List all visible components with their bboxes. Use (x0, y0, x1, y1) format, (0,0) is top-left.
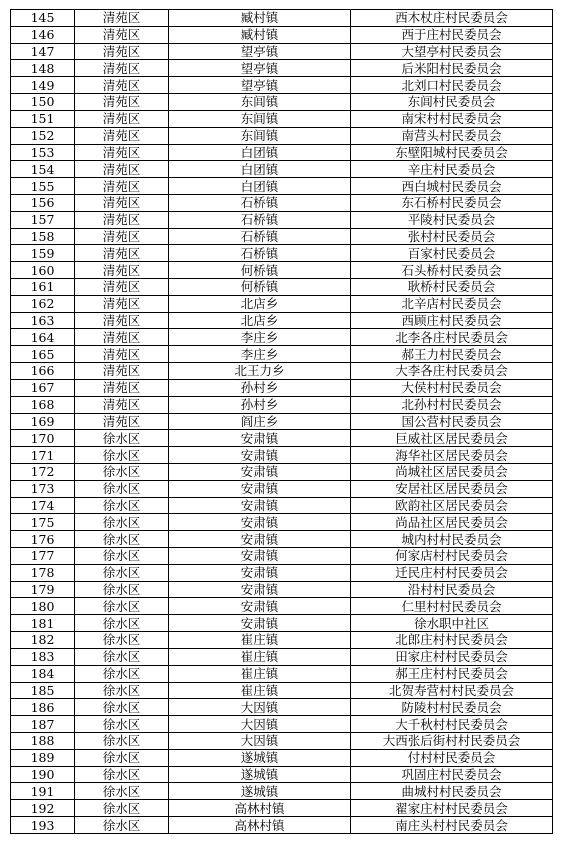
committee-name-cell: 北郎庄村村民委员会 (351, 632, 553, 649)
committee-name-cell: 北辛店村民委员会 (351, 295, 553, 312)
row-number-cell: 169 (11, 413, 75, 430)
committee-name-cell: 石头桥村民委员会 (351, 262, 553, 279)
row-number-cell: 156 (11, 194, 75, 211)
committee-name-cell: 大侯村村民委员会 (351, 379, 553, 396)
committee-table (10, 9, 553, 834)
district-cell: 清苑区 (75, 127, 169, 144)
committee-name-cell: 南营头村民委员会 (351, 127, 553, 144)
row-number-cell: 152 (11, 127, 75, 144)
table-row (11, 77, 553, 94)
row-number-cell: 181 (11, 615, 75, 632)
township-cell: 安肃镇 (169, 598, 351, 615)
township-cell: 北店乡 (169, 312, 351, 329)
committee-name-cell: 城内村村民委员会 (351, 531, 553, 548)
township-cell: 东闾镇 (169, 94, 351, 111)
township-cell: 臧村镇 (169, 10, 351, 27)
table-row (11, 396, 553, 413)
table-row (11, 178, 553, 195)
row-number-cell: 188 (11, 732, 75, 749)
township-cell: 崔庄镇 (169, 682, 351, 699)
committee-name-cell: 巨威社区居民委员会 (351, 430, 553, 447)
district-cell: 清苑区 (75, 228, 169, 245)
table-row (11, 262, 553, 279)
table-row (11, 463, 553, 480)
committee-name-cell: 辛庄村民委员会 (351, 161, 553, 178)
committee-name-cell: 耿桥村民委员会 (351, 279, 553, 296)
district-cell: 清苑区 (75, 262, 169, 279)
table-row (11, 447, 553, 464)
committee-name-cell: 西木杖庄村民委员会 (351, 10, 553, 27)
township-cell: 白团镇 (169, 144, 351, 161)
committee-name-cell: 张村村民委员会 (351, 228, 553, 245)
township-cell: 望亭镇 (169, 43, 351, 60)
table-row (11, 346, 553, 363)
district-cell: 清苑区 (75, 363, 169, 380)
row-number-cell: 178 (11, 564, 75, 581)
row-number-cell: 151 (11, 110, 75, 127)
township-cell: 高林村镇 (169, 800, 351, 817)
row-number-cell: 148 (11, 60, 75, 77)
row-number-cell: 179 (11, 581, 75, 598)
committee-name-cell: 南庄头村村民委员会 (351, 817, 553, 834)
row-number-cell: 177 (11, 548, 75, 565)
committee-name-cell: 东闾村民委员会 (351, 94, 553, 111)
district-cell: 徐水区 (75, 564, 169, 581)
table-row (11, 632, 553, 649)
table-row (11, 564, 553, 581)
township-cell: 安肃镇 (169, 447, 351, 464)
row-number-cell: 146 (11, 26, 75, 43)
row-number-cell: 153 (11, 144, 75, 161)
table-row (11, 94, 553, 111)
row-number-cell: 171 (11, 447, 75, 464)
township-cell: 大因镇 (169, 716, 351, 733)
committee-name-cell: 仁里村村民委员会 (351, 598, 553, 615)
district-cell: 清苑区 (75, 60, 169, 77)
committee-name-cell: 国公营村民委员会 (351, 413, 553, 430)
table-row (11, 514, 553, 531)
committee-name-cell: 尚城社区居民委员会 (351, 463, 553, 480)
district-cell: 徐水区 (75, 716, 169, 733)
township-cell: 石桥镇 (169, 194, 351, 211)
table-row (11, 581, 553, 598)
table-row (11, 766, 553, 783)
township-cell: 遂城镇 (169, 749, 351, 766)
district-cell: 清苑区 (75, 178, 169, 195)
committee-name-cell: 曲城村村民委员会 (351, 783, 553, 800)
district-cell: 徐水区 (75, 480, 169, 497)
table-row (11, 161, 553, 178)
district-cell: 清苑区 (75, 26, 169, 43)
committee-name-cell: 迁民庄村村民委员会 (351, 564, 553, 581)
township-cell: 安肃镇 (169, 480, 351, 497)
district-cell: 徐水区 (75, 699, 169, 716)
district-cell: 徐水区 (75, 514, 169, 531)
district-cell: 清苑区 (75, 245, 169, 262)
row-number-cell: 162 (11, 295, 75, 312)
township-cell: 大因镇 (169, 732, 351, 749)
committee-name-cell: 西顾庄村民委员会 (351, 312, 553, 329)
township-cell: 安肃镇 (169, 581, 351, 598)
district-cell: 清苑区 (75, 396, 169, 413)
township-cell: 安肃镇 (169, 531, 351, 548)
row-number-cell: 145 (11, 10, 75, 27)
table-row (11, 749, 553, 766)
township-cell: 何桥镇 (169, 279, 351, 296)
district-cell: 徐水区 (75, 548, 169, 565)
district-cell: 徐水区 (75, 581, 169, 598)
row-number-cell: 182 (11, 632, 75, 649)
row-number-cell: 161 (11, 279, 75, 296)
district-cell: 徐水区 (75, 531, 169, 548)
table-row (11, 60, 553, 77)
committee-name-cell: 沿村村民委员会 (351, 581, 553, 598)
row-number-cell: 165 (11, 346, 75, 363)
district-cell: 徐水区 (75, 783, 169, 800)
committee-name-cell: 西白城村民委员会 (351, 178, 553, 195)
township-cell: 李庄乡 (169, 329, 351, 346)
table-row (11, 363, 553, 380)
district-cell: 清苑区 (75, 211, 169, 228)
committee-name-cell: 大李各庄村民委员会 (351, 363, 553, 380)
committee-name-cell: 付村村民委员会 (351, 749, 553, 766)
row-number-cell: 170 (11, 430, 75, 447)
township-cell: 孙村乡 (169, 396, 351, 413)
township-cell: 安肃镇 (169, 514, 351, 531)
table-row (11, 279, 553, 296)
township-cell: 北王力乡 (169, 363, 351, 380)
district-cell: 清苑区 (75, 194, 169, 211)
row-number-cell: 160 (11, 262, 75, 279)
table-row (11, 413, 553, 430)
row-number-cell: 190 (11, 766, 75, 783)
table-row (11, 379, 553, 396)
row-number-cell: 191 (11, 783, 75, 800)
committee-name-cell: 尚品社区居民委员会 (351, 514, 553, 531)
district-cell: 清苑区 (75, 379, 169, 396)
row-number-cell: 176 (11, 531, 75, 548)
township-cell: 崔庄镇 (169, 648, 351, 665)
committee-name-cell: 北贺寿营村村民委员会 (351, 682, 553, 699)
table-body (11, 10, 553, 834)
committee-name-cell: 田家庄村村民委员会 (351, 648, 553, 665)
township-cell: 遂城镇 (169, 783, 351, 800)
district-cell: 徐水区 (75, 732, 169, 749)
committee-name-cell: 何家店村村民委员会 (351, 548, 553, 565)
table-row (11, 430, 553, 447)
row-number-cell: 168 (11, 396, 75, 413)
district-cell: 徐水区 (75, 766, 169, 783)
township-cell: 遂城镇 (169, 766, 351, 783)
township-cell: 安肃镇 (169, 497, 351, 514)
committee-name-cell: 大西张后街村村民委员会 (351, 732, 553, 749)
district-cell: 徐水区 (75, 665, 169, 682)
committee-name-cell: 欧韵社区居民委员会 (351, 497, 553, 514)
township-cell: 何桥镇 (169, 262, 351, 279)
committee-name-cell: 东石桥村民委员会 (351, 194, 553, 211)
table-row (11, 548, 553, 565)
table-row (11, 329, 553, 346)
table-row (11, 43, 553, 60)
table-row (11, 211, 553, 228)
committee-name-cell: 徐水职中社区 (351, 615, 553, 632)
township-cell: 阎庄乡 (169, 413, 351, 430)
committee-name-cell: 北孙村村民委员会 (351, 396, 553, 413)
district-cell: 徐水区 (75, 648, 169, 665)
row-number-cell: 184 (11, 665, 75, 682)
township-cell: 高林村镇 (169, 817, 351, 834)
row-number-cell: 164 (11, 329, 75, 346)
township-cell: 李庄乡 (169, 346, 351, 363)
row-number-cell: 159 (11, 245, 75, 262)
row-number-cell: 154 (11, 161, 75, 178)
table-row (11, 228, 553, 245)
district-cell: 徐水区 (75, 598, 169, 615)
township-cell: 孙村乡 (169, 379, 351, 396)
row-number-cell: 175 (11, 514, 75, 531)
committee-name-cell: 后米阳村民委员会 (351, 60, 553, 77)
district-cell: 清苑区 (75, 77, 169, 94)
table-row (11, 682, 553, 699)
row-number-cell: 166 (11, 363, 75, 380)
row-number-cell: 192 (11, 800, 75, 817)
district-cell: 清苑区 (75, 279, 169, 296)
township-cell: 白团镇 (169, 161, 351, 178)
district-cell: 徐水区 (75, 615, 169, 632)
township-cell: 白团镇 (169, 178, 351, 195)
table-row (11, 480, 553, 497)
committee-name-cell: 北刘口村民委员会 (351, 77, 553, 94)
row-number-cell: 150 (11, 94, 75, 111)
row-number-cell: 172 (11, 463, 75, 480)
table-row (11, 699, 553, 716)
township-cell: 崔庄镇 (169, 632, 351, 649)
committee-name-cell: 西于庄村民委员会 (351, 26, 553, 43)
district-cell: 清苑区 (75, 161, 169, 178)
row-number-cell: 147 (11, 43, 75, 60)
committee-name-cell: 安居社区居民委员会 (351, 480, 553, 497)
row-number-cell: 149 (11, 77, 75, 94)
table-row (11, 245, 553, 262)
district-cell: 徐水区 (75, 447, 169, 464)
committee-name-cell: 大千秋村村民委员会 (351, 716, 553, 733)
table-row (11, 800, 553, 817)
township-cell: 崔庄镇 (169, 665, 351, 682)
township-cell: 石桥镇 (169, 228, 351, 245)
district-cell: 清苑区 (75, 10, 169, 27)
township-cell: 望亭镇 (169, 60, 351, 77)
committee-name-cell: 东壁阳城村民委员会 (351, 144, 553, 161)
row-number-cell: 183 (11, 648, 75, 665)
township-cell: 望亭镇 (169, 77, 351, 94)
district-cell: 清苑区 (75, 94, 169, 111)
row-number-cell: 158 (11, 228, 75, 245)
table-row (11, 716, 553, 733)
committee-name-cell: 北李各庄村民委员会 (351, 329, 553, 346)
district-cell: 清苑区 (75, 312, 169, 329)
row-number-cell: 157 (11, 211, 75, 228)
committee-name-cell: 郝王力村民委员会 (351, 346, 553, 363)
district-cell: 徐水区 (75, 497, 169, 514)
township-cell: 安肃镇 (169, 430, 351, 447)
row-number-cell: 167 (11, 379, 75, 396)
committee-name-cell: 巩固庄村民委员会 (351, 766, 553, 783)
committee-name-cell: 翟家庄村村民委员会 (351, 800, 553, 817)
table-row (11, 144, 553, 161)
table-row (11, 648, 553, 665)
row-number-cell: 187 (11, 716, 75, 733)
row-number-cell: 174 (11, 497, 75, 514)
committee-name-cell: 郝王庄村村民委员会 (351, 665, 553, 682)
district-cell: 清苑区 (75, 144, 169, 161)
committee-name-cell: 大望亭村民委员会 (351, 43, 553, 60)
committee-name-cell: 百家村民委员会 (351, 245, 553, 262)
district-cell: 清苑区 (75, 43, 169, 60)
district-cell: 徐水区 (75, 817, 169, 834)
table-row (11, 783, 553, 800)
table-row (11, 312, 553, 329)
township-cell: 安肃镇 (169, 615, 351, 632)
district-cell: 徐水区 (75, 682, 169, 699)
table-row (11, 127, 553, 144)
district-cell: 徐水区 (75, 800, 169, 817)
row-number-cell: 155 (11, 178, 75, 195)
district-cell: 清苑区 (75, 295, 169, 312)
committee-name-cell: 南宋村村民委员会 (351, 110, 553, 127)
table-row (11, 194, 553, 211)
table-row (11, 497, 553, 514)
township-cell: 安肃镇 (169, 548, 351, 565)
table-row (11, 665, 553, 682)
township-cell: 石桥镇 (169, 211, 351, 228)
district-cell: 徐水区 (75, 430, 169, 447)
table-row (11, 817, 553, 834)
district-cell: 徐水区 (75, 749, 169, 766)
table-row (11, 295, 553, 312)
row-number-cell: 185 (11, 682, 75, 699)
row-number-cell: 163 (11, 312, 75, 329)
row-number-cell: 186 (11, 699, 75, 716)
row-number-cell: 193 (11, 817, 75, 834)
committee-name-cell: 防陵村村民委员会 (351, 699, 553, 716)
district-cell: 清苑区 (75, 413, 169, 430)
township-cell: 东闾镇 (169, 110, 351, 127)
township-cell: 安肃镇 (169, 463, 351, 480)
table-row (11, 732, 553, 749)
row-number-cell: 189 (11, 749, 75, 766)
table-row (11, 26, 553, 43)
table-row (11, 10, 553, 27)
row-number-cell: 173 (11, 480, 75, 497)
table-row (11, 615, 553, 632)
table-row (11, 110, 553, 127)
table-row (11, 531, 553, 548)
district-cell: 徐水区 (75, 463, 169, 480)
row-number-cell: 180 (11, 598, 75, 615)
township-cell: 安肃镇 (169, 564, 351, 581)
township-cell: 臧村镇 (169, 26, 351, 43)
township-cell: 北店乡 (169, 295, 351, 312)
committee-name-cell: 海华社区居民委员会 (351, 447, 553, 464)
district-cell: 徐水区 (75, 632, 169, 649)
table-row (11, 598, 553, 615)
district-cell: 清苑区 (75, 329, 169, 346)
township-cell: 石桥镇 (169, 245, 351, 262)
district-cell: 清苑区 (75, 110, 169, 127)
township-cell: 大因镇 (169, 699, 351, 716)
committee-name-cell: 平陵村民委员会 (351, 211, 553, 228)
district-cell: 清苑区 (75, 346, 169, 363)
township-cell: 东闾镇 (169, 127, 351, 144)
